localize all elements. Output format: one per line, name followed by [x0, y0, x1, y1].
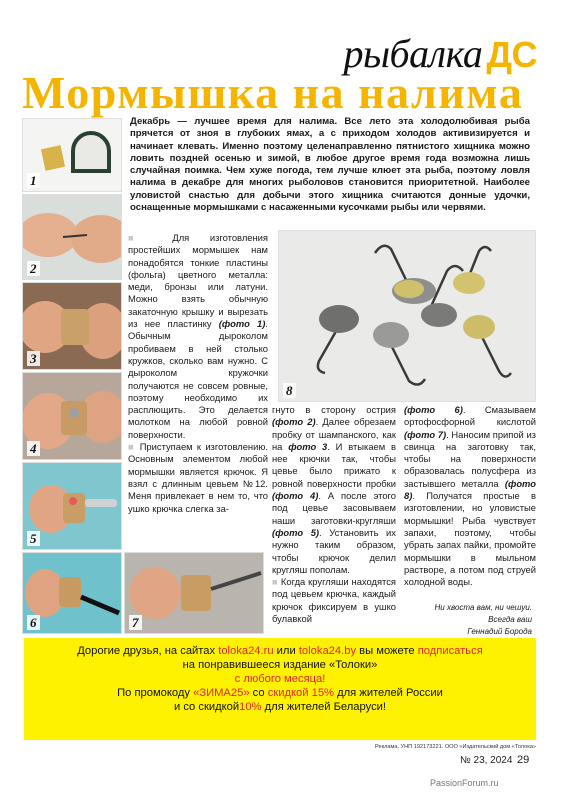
photo-number: 7	[129, 615, 142, 630]
photo-number: 5	[27, 531, 40, 546]
article-title: Мормышка на налима	[22, 67, 524, 118]
text-column-2: гнуто в сторону острия (фото 2). Далее обрезаем пробку от шампанского, как на фото 3. И втыкаем в нее крючки так, чтобы цевье было прижато к ровной поверхности пробки (фото 4). А после этого под цевье засовываем наши заготовки-кругляши (фото 5). Установить их нужно таким образом, чтобы крючок делил кругляш пополам. ■ Когда кругляши находятся под цевьем крючка, каждый крючок фиксируем в ушко булавкой	[272, 404, 396, 625]
photo-number: 1	[27, 173, 40, 188]
lead-paragraph: Декабрь — лучшее время для налима. Все лето эта холодолюбивая рыба прячется от зноя в глубоких ямах, а с приходом холодов активизируется и начинает клевать. Именно поэтому целенаправленно пятнистого хищника можно ловить поздней осенью и зимой, в любое другое время года возможна лишь случайная поимка. Чем хуже погода, тем лучше клюет эта рыба, поэтому ловля налима в декабре для многих рыболовов становится приоритетной. Наиболее уловистой снастью для добычи этого хищника считаются донные удочки, оснащенные мормышками с насаженными кусочками рыбы или червями.	[130, 116, 530, 214]
photo-4	[22, 372, 122, 460]
promo-banner: Дорогие друзья, на сайтах toloka24.ru или toloka24.by вы можете подписаться на понравившееся издание «Толоки» с любого месяца! По промокоду «ЗИМА25» со скидкой 15% для жителей России и со скидкой10% для жителей Беларуси!	[24, 638, 536, 740]
promo-link[interactable]: toloka24.by	[298, 645, 357, 657]
magazine-logo: ДС	[486, 34, 537, 75]
photo-number: 4	[27, 441, 40, 456]
signature: Ни хвоста вам, ни чешуи. Всегда ваш Геннадий Борода	[434, 603, 532, 636]
issue-number: № 23, 2024	[460, 755, 513, 766]
photo-8	[278, 230, 536, 402]
text-column-1: ■ Для изготовления простейших мормышек нам понадобятся тонкие пластины (фольга) цветного металла: меди, бронзы или латуни. Можно взять обычную закаточную крышку и вырезать из нее пластинку (фото 1). Обычным дыроколом пробиваем в ней столько кружков, сколько вам нужно. С дыроколом кружочки получаются не совсем ровные, поэтому необходимо их расплющить. Это делается молотком на любой ровной поверхности. ■ Приступаем к изготовлению. Основным элементом любой мормышки является крючок. Я взял с длинным цевьем №12. Меня привлекает в нем то, что ушко крючка слегка за-	[128, 232, 268, 514]
photo-3	[22, 282, 122, 370]
photo-number: 3	[27, 351, 40, 366]
photo-7	[124, 552, 264, 634]
photo-number: 8	[283, 383, 296, 398]
photo-number: 6	[27, 615, 40, 630]
legal-note: Реклама. УНП 192173221. ООО «Издательский дом «Толока»	[375, 744, 536, 750]
photo-6	[22, 552, 122, 634]
promo-link[interactable]: toloka24.ru	[218, 645, 274, 657]
photo-5	[22, 462, 122, 550]
watermark: PassionForum.ru	[430, 778, 499, 788]
page-number: 29	[517, 754, 530, 766]
photo-2	[22, 194, 122, 280]
photo-1	[22, 118, 122, 192]
photo-number: 2	[27, 261, 40, 276]
section-header: рыбалка ДС	[343, 31, 537, 76]
text-column-3: (фото 6). Смазываем ортофосфорной кислотой (фото 7). Наносим припой из свинца на заготовку так, чтобы на поверхности образовалась полусфера из застывшего металла (фото 8). Получатся простые в изготовлении, но уловистые мормышки! Рыба чувствует запахи, поэтому, чтобы убрать запах пайки, промойте мормышки в мыльном растворе, а потом под струей холодной воды.	[404, 404, 536, 588]
